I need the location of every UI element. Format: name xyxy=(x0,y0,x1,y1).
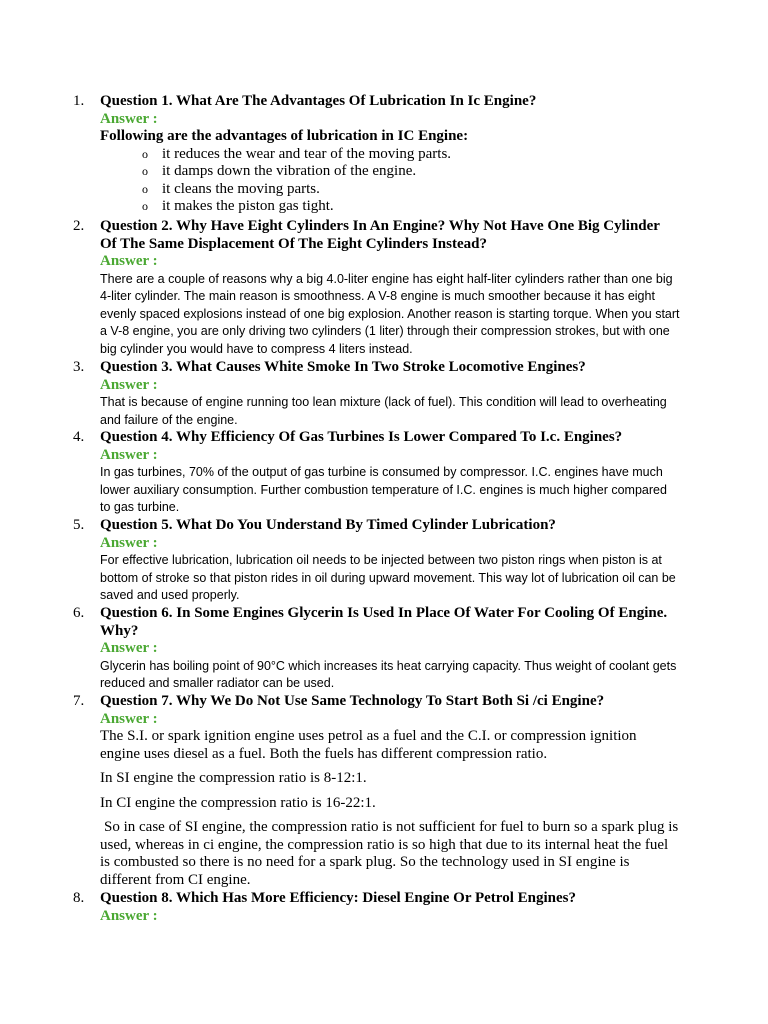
answer-label: Answer : xyxy=(100,640,158,656)
answer-label: Answer : xyxy=(100,710,158,727)
item-number: 5. xyxy=(73,517,85,533)
question-heading: Question 8. Which Has More Efficiency: Diesel Engine Or Petrol Engines? xyxy=(100,890,576,906)
answer-label: Answer : xyxy=(100,376,158,393)
answer-label: Answer : xyxy=(100,907,158,924)
item-number: 4. xyxy=(73,429,85,445)
answer-paragraph: In CI engine the compression ratio is 16-22:1. xyxy=(100,794,376,811)
answer-text: In gas turbines, 70% of the output of gas turbine is consumed by compressor. I.C. engines have much lower auxiliary consumption. Further combustion temperature of I.C. engines is much higher compared to gas turbine. xyxy=(100,465,667,514)
answer-label: Answer : xyxy=(100,446,158,463)
list-item: o it damps down the vibration of the engine. xyxy=(142,163,417,180)
qa-item-2 xyxy=(73,218,680,358)
answer-paragraph: In SI engine the compression ratio is 8-12:1. xyxy=(100,770,367,786)
qa-item-5 xyxy=(73,517,680,605)
question-heading: Question 2. Why Have Eight Cylinders In An Engine? Why Not Have One Big Cylinder Of The Same Displacement Of The Eight Cylinders Instead? xyxy=(100,218,660,252)
qa-item-1 xyxy=(73,93,680,216)
answer-label: Answer : xyxy=(100,110,158,127)
item-number: 6. xyxy=(73,605,85,621)
item-number: 7. xyxy=(73,693,85,709)
item-number: 1. xyxy=(73,93,85,109)
qa-item-8 xyxy=(73,890,680,925)
question-heading: Question 1. What Are The Advantages Of Lubrication In Ic Engine? xyxy=(100,93,537,109)
item-number: 8. xyxy=(73,890,85,906)
question-heading: Question 3. What Causes White Smoke In Two Stroke Locomotive Engines? xyxy=(100,359,586,375)
answer-text: That is because of engine running too lean mixture (lack of fuel). This condition will lead to overheating and failure of the engine. xyxy=(100,395,667,427)
list-item: o it cleans the moving parts. xyxy=(142,180,320,197)
answer-label: Answer : xyxy=(100,253,158,269)
answer-intro: Following are the advantages of lubrication in IC Engine: xyxy=(100,128,469,144)
item-number: 3. xyxy=(73,359,85,375)
advantages-list xyxy=(100,146,680,216)
qa-item-3 xyxy=(73,359,680,429)
answer-label: Answer : xyxy=(100,534,158,551)
list-item: o it makes the piston gas tight. xyxy=(142,198,334,215)
qa-item-4 xyxy=(73,429,680,517)
bullet-icon: o xyxy=(142,164,148,179)
question-heading: Question 7. Why We Do Not Use Same Technology To Start Both Si /ci Engine? xyxy=(100,693,605,709)
qa-item-7 xyxy=(73,693,680,889)
answer-paragraph: So in case of SI engine, the compression ratio is not sufficient for fuel to burn so a spark plug is used, whereas in ci engine, the compression ratio is so high that due to its internal heat the fuel is combusted so there is no need for a spark plug. So the technology used in SI engine is different from CI engine. xyxy=(100,819,679,888)
bullet-icon: o xyxy=(142,199,148,214)
bullet-icon: o xyxy=(142,181,148,196)
question-heading: Question 5. What Do You Understand By Timed Cylinder Lubrication? xyxy=(100,517,556,533)
question-heading: Question 6. In Some Engines Glycerin Is Used In Place Of Water For Cooling Of Engine. Why? xyxy=(100,605,668,639)
bullet-icon: o xyxy=(142,146,148,161)
answer-text: Glycerin has boiling point of 90°C which increases its heat carrying capacity. Thus weight of coolant gets reduced and smaller radiator can be used. xyxy=(100,658,677,690)
answer-paragraph: The S.I. or spark ignition engine uses petrol as a fuel and the C.I. or compression ignition engine uses diesel as a fuel. Both the fuels has different compression ratio. xyxy=(100,728,637,762)
list-item: o it reduces the wear and tear of the moving parts. xyxy=(142,145,452,162)
question-heading: Question 4. Why Efficiency Of Gas Turbines Is Lower Compared To I.c. Engines? xyxy=(100,429,623,445)
answer-text: There are a couple of reasons why a big 4.0-liter engine has eight half-liter cylinders rather than one big 4-liter cylinder. The main reason is smoothness. A V-8 engine is much smoother because it has eight evenly spaced explosions instead of one big explosion. Another reason is starting torque. When you start a V-8 engine, you are only driving two cylinders (1 liter) through their compression strokes, but with one big cylinder you would have to compress 4 liters instead. xyxy=(100,271,680,356)
qa-item-6 xyxy=(73,605,680,693)
answer-text: For effective lubrication, lubrication oil needs to be injected between two piston rings when piston is at bottom of stroke so that piston rides in oil during upward movement. This way lot of lubrication oil can be saved and used properly. xyxy=(100,553,676,602)
item-number: 2. xyxy=(73,218,85,234)
